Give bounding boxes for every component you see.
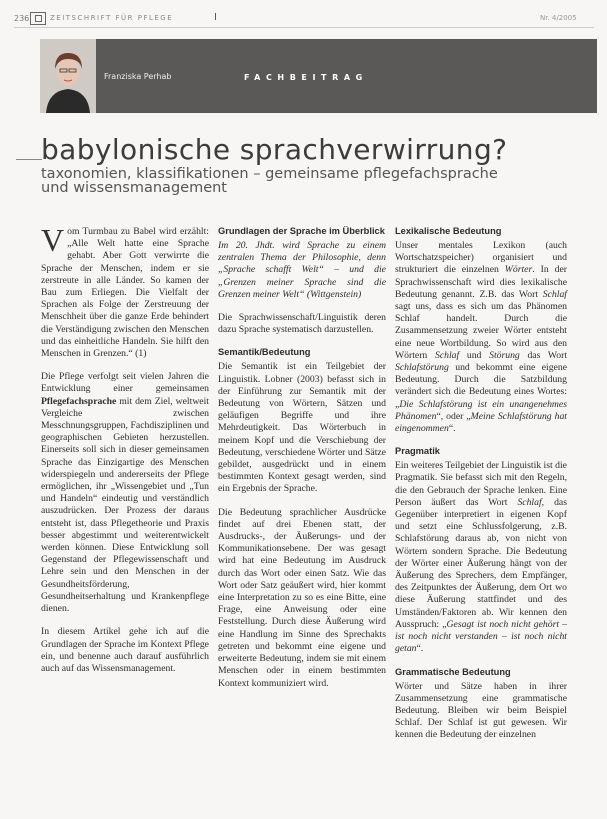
text-run: und bekommt eine eigene Bedeutung. Durch die Satzbildung verändert sich die Bedeutung eines Wortes: „ xyxy=(395,362,567,410)
text-run: Die Pflege verfolgt seit vielen Jahren die Entwicklung einer gemeinsamen xyxy=(41,371,209,395)
column-2 xyxy=(218,226,386,701)
author-name: Franziska Perhab xyxy=(104,72,172,81)
subtitle-line-1: taxonomien, klassifikationen – gemeinsame pflegefachsprache xyxy=(41,166,498,182)
header-rule xyxy=(14,27,594,28)
bold-term: Pflegefachsprache xyxy=(41,395,117,407)
section-heading: Grammatische Bedeutung xyxy=(395,666,511,677)
emphasis: Die Schlafstörung ist ein unangenehmes Phänomen xyxy=(395,398,567,422)
column-1 xyxy=(41,222,209,686)
text-run: sagt uns, dass es sich um das Phänomen Schlaf handelt. Durch die Zusammensetzung zweier Wörter entsteht eine neue Wortbildung. So wird aus den Wörtern xyxy=(395,301,567,361)
subtitle-line-2: und wissensmanagement xyxy=(41,180,227,196)
header-mark: I xyxy=(214,12,217,23)
text-run: “. xyxy=(416,643,424,655)
text-run: “. xyxy=(448,423,456,435)
text-run: , das Gegenüber interpretiert in eigenen Kopf und setzt eine Schlussfolgerung, z.B. Schlafstörung daraus ab, von nicht von Wörtern sondern Sprache. Die Bedeutung der Wörter einer Äußerung hängt von der Äußerung des Sprechers, dem Empfänger, des Zeitpunktes der Äußerung, dem Ort wo diese Äußerung stattfindet und des Umständen/Faktoren ab. Wir kennen den Ausspruch: „ xyxy=(395,496,567,630)
paragraph: Die Bedeutung sprachlicher Ausdrücke findet auf drei Ebenen statt, der Ausdrucks-, der Äußerungs- und der Kommunikationsebene. Der was gesagt wird hat eine Bedeutung im Ausdruck durch das Wort oder einen Satz. Wie das Wort oder Satz geäußert wird, hier kommt eine Interpretation zu so es eine Bitte, eine Frage, eine Anweisung oder eine Feststellung. Durch diese Äußerung wird eine Handlung im Sinne des Sprechakts getreten und bekommt eine eigene und erweiterte Bedeutung, indem sie mit einem Menschen oder in einem bestimmten Kontext kommuniziert wird. xyxy=(218,506,386,689)
emphasis: Gesagt ist noch nicht gehört – ist noch nicht verstanden – ist noch nicht getan xyxy=(395,618,568,655)
paragraph: Die Semantik ist ein Teilgebiet der Linguistik. Lobner (2003) befasst sich in der Einführung zur Semantik mit der Bedeutung von Wörtern, Sätzen und geläufigen Begriffe und ihre Mehrdeutigkeit. Das Wörterbuch in meinem Kopf und die Verschiebung der Bedeutung, verschiedene Wörter und Sätze gebildet, ausgedrückt und in einem bestimmten Kontext gesagt werden, sind ein Ergebnis der Sprache. xyxy=(218,361,386,495)
text-run: Unser mentales Lexikon (auch Wortschatzspeicher) organisiert und strukturiert die einzelnen xyxy=(395,240,567,276)
emphasis: Schlaf xyxy=(517,496,542,508)
text-run: und xyxy=(459,349,490,361)
intro-paragraph xyxy=(41,222,209,360)
text-run: . In der Sprachwissenschaft wird dies lexikalische Bedeutung genannt. Z.B. das Wort xyxy=(395,264,567,300)
intro-text: om Turmbau zu Babel wird erzählt: „Alle Welt hatte eine Sprache gehabt. Aber Gott verwirrte die Sprache der Menschen, indem er sie zerstreute in alle Länder. So kamen der Bau zum Erliegen. Die Vielfalt der Sprachen als Folge der Zerstreuung der Menschheit über die ganze Erde behindert die Verständigung zwischen den Menschen und das einheitliche Handeln. Sie hilft den Menschen in Grenzen.“ (1) xyxy=(41,226,209,360)
paragraph: Wörter und Sätze haben in ihrer Zusammensetzung eine grammatische Bedeutung. Bleiben wir beim Beispiel Schlaf. Der Schlaf ist gut gewesen. Wir kennen die Bedeutung der einzelnen xyxy=(395,680,567,741)
journal-name: ZEITSCHRIFT FÜR PFLEGE xyxy=(50,14,174,22)
text-run: das Wort xyxy=(519,349,568,361)
emphasis: Schlaf xyxy=(542,288,567,300)
text-run: mit dem Ziel, weltweit Vergleiche zwischen Messchnungsgruppen, Fachdisziplinen und geographischen Gebieten herzustellen. Einerseits soll sich in dieser gemeinsamen Sprache das Einzigartige des Menschen widerspiegeln und andererseits der Pflege ermöglichen, ihr „Wissengebiet und „Tun und Handeln“ eindeutig und verständlich auszudrücken. Der Prozess der daraus entsteht ist, dass Pflegetheorie und Praxis besser abgestimmt und weiterentwickelt werden können. Diese Entwicklung soll Gegenstand der Pflegewissenschaft und Lehre sein und den Menschen in der Gesundheitsförderung, Gesundheitserhaltung und Krankenpflege dienen. xyxy=(41,395,209,615)
article-category: FACHBEITRAG xyxy=(244,73,368,82)
emphasis: Wörter xyxy=(504,264,533,276)
drop-cap: V xyxy=(41,222,65,258)
section-heading: Semantik/Bedeutung xyxy=(218,347,311,358)
paragraph: Die Sprachwissenschaft/Linguistik deren dazu Sprache systematisch darzustellen. xyxy=(218,312,386,336)
paragraph xyxy=(41,371,209,615)
journal-logo-icon xyxy=(30,12,46,25)
issue-date: Nr. 4/2005 xyxy=(540,14,577,22)
article-title: babylonische sprachverwirrung? xyxy=(41,133,508,166)
emphasis: Meine Schlafstörung hat eingenommen xyxy=(395,410,567,435)
author-photo xyxy=(40,39,96,113)
section-heading: Pragmatik xyxy=(395,446,440,457)
article-subtitle xyxy=(41,167,561,195)
quote-paragraph: Im 20. Jhdt. wird Sprache zu einem zentralen Thema der Philosophie, denn „Sprache schafft Welt“ – und die „Grenzen meiner Sprache sind die Grenzen meiner Welt“ (Wittgenstein) xyxy=(218,240,386,300)
section-heading: Grundlagen der Sprache im Überblick xyxy=(218,226,385,236)
emphasis: Schlaf xyxy=(434,349,460,361)
portrait-image xyxy=(40,39,96,113)
paragraph: In diesem Artikel gehe ich auf die Grundlagen der Sprache im Kontext Pflege ein, und benenne auch darauf ausführlich auch auf das Wissensmanagement. xyxy=(41,626,209,674)
emphasis: Störung xyxy=(489,349,520,361)
title-rule xyxy=(16,159,42,160)
page-number: 236 xyxy=(14,14,30,23)
emphasis: Schlafstörung xyxy=(395,362,449,374)
text-run: “, oder „ xyxy=(436,410,471,422)
section-heading: Lexikalische Bedeutung xyxy=(395,226,502,236)
paragraph xyxy=(395,460,567,655)
paragraph xyxy=(395,240,567,435)
column-3 xyxy=(395,226,567,753)
text-run: Ein weiteres Teilgebiet der Linguistik ist die Pragmatik. Sie befasst sich mit den Regeln, die den Gebrauch der Sprache lenken. Eine Person äußert das Wort xyxy=(395,460,567,508)
